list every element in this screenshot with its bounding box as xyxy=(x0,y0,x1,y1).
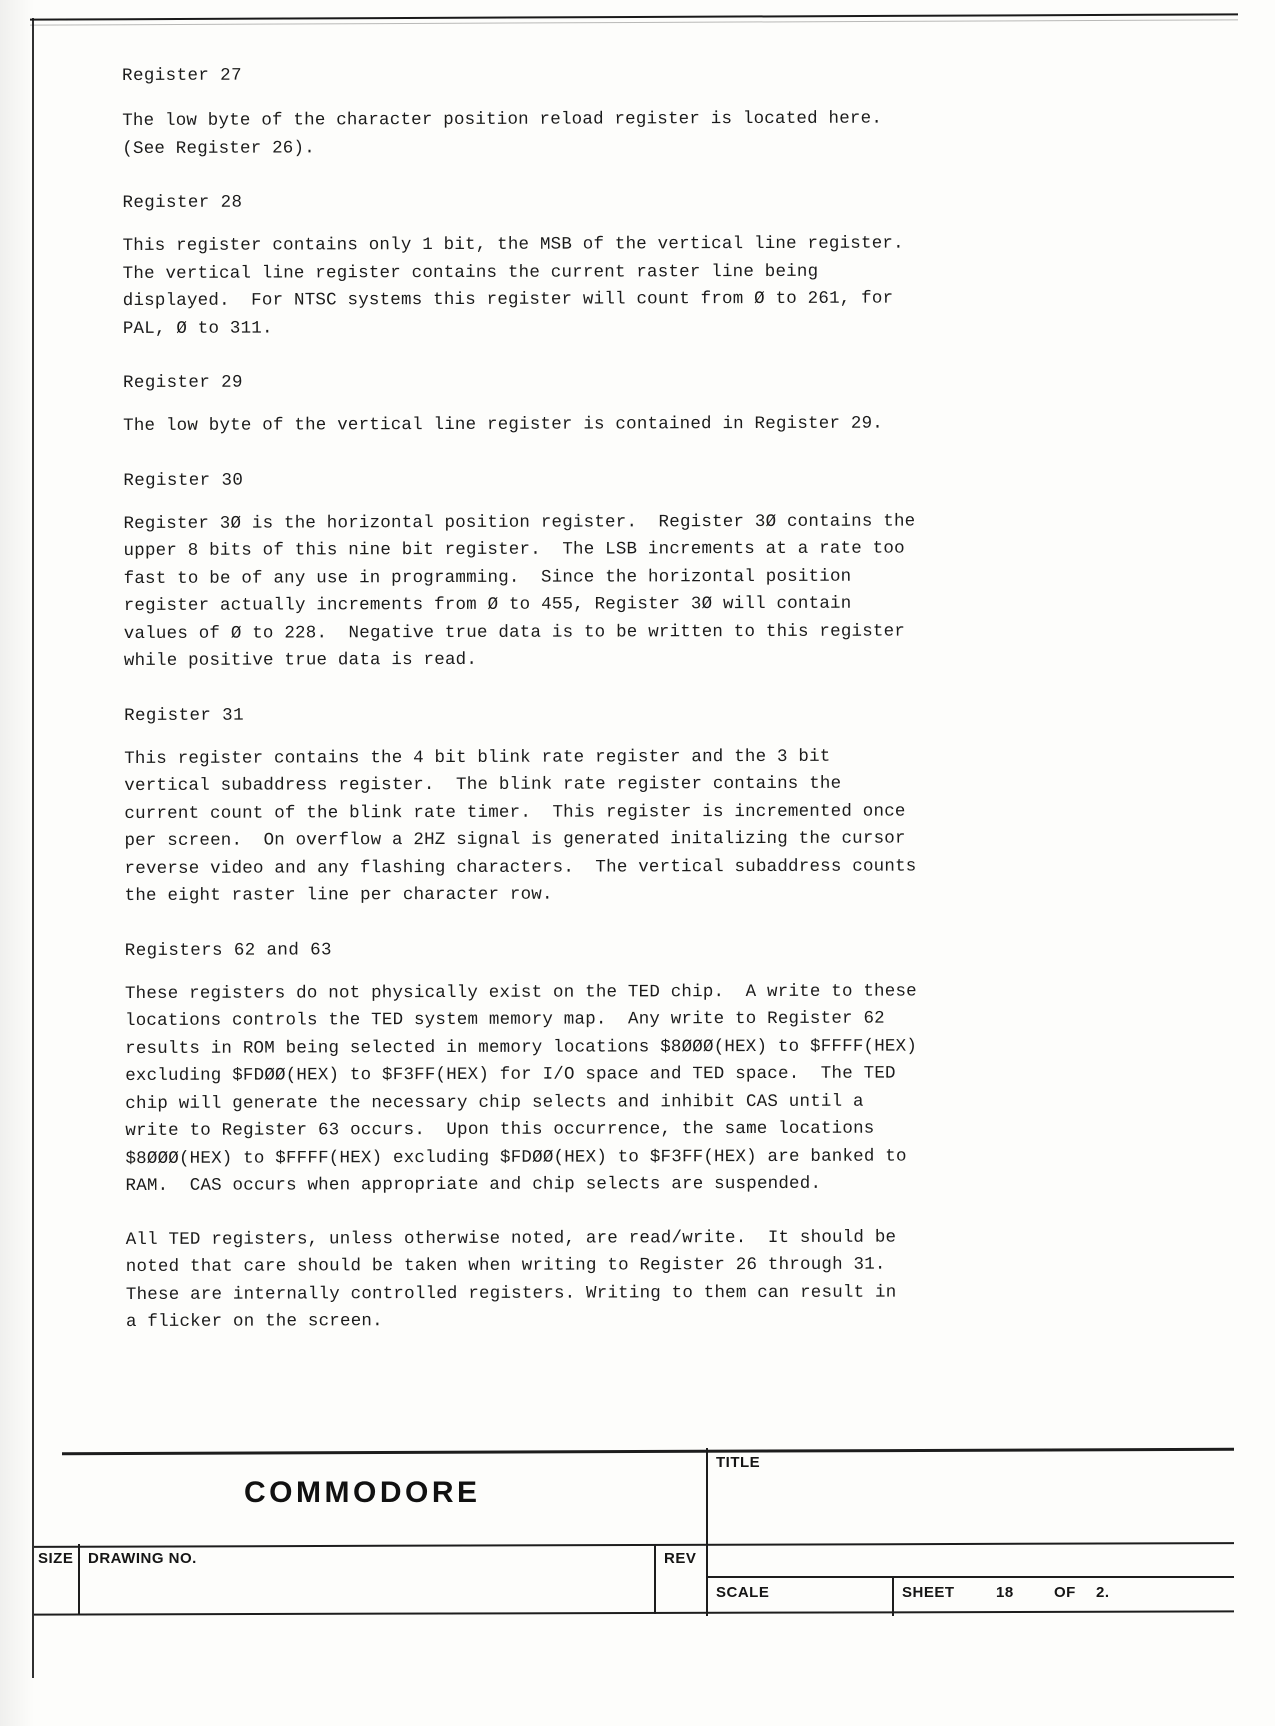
size-field-label: SIZE xyxy=(38,1550,74,1567)
title-block-rule-title xyxy=(706,1576,1234,1578)
section-paragraph: The low byte of the character position reload register is located here. (See Register 26). xyxy=(122,108,883,159)
title-block-divider-rev xyxy=(654,1544,656,1614)
section-paragraph: These registers do not physically exist on the TED chip. A write to these locations controls the TED system memory map. Any write to Register 62 results in ROM being selected in memory locations $8ØØØ(HEX) to $FFFF(HEX) excluding $FDØØ(HEX) to $F3FF(HEX) for I/O space and TED space. The TED chip will generate the necessary chip selects and inhibit CAS until a write to Register 63 occurs. Upon this occurrence, the same locations $8ØØØ(HEX) to $FFFF(HEX) excluding $FDØØ(HEX) to $F3FF(HEX) are banked to RAM. CAS occurs when appropriate and chip selects are suspended. xyxy=(124,981,918,1196)
section-heading: Register 28 xyxy=(122,192,243,213)
section-heading: Register 30 xyxy=(123,470,244,491)
sheet-field-label: SHEET xyxy=(902,1584,955,1601)
sheet-number: 18 xyxy=(996,1584,1014,1601)
title-block-divider-size xyxy=(78,1544,80,1614)
section-register-29 xyxy=(123,366,1133,441)
title-block-rule-top xyxy=(62,1448,1234,1456)
rev-field-label: REV xyxy=(664,1550,697,1567)
title-block-divider-sheet xyxy=(892,1576,894,1616)
section-paragraph: The low byte of the vertical line register is contained in Register 29. xyxy=(123,413,883,436)
section-paragraph: This register contains only 1 bit, the MSB of the vertical line register. The vertical line register contains the current raster line being displayed. For NTSC systems this register will count from Ø to 261, for PAL, Ø to 311. xyxy=(122,233,904,339)
company-name: COMMODORE xyxy=(244,1476,481,1509)
section-heading: Register 31 xyxy=(124,705,245,726)
section-register-31 xyxy=(124,698,1135,910)
section-heading: Register 29 xyxy=(122,372,243,393)
scale-field-label: SCALE xyxy=(716,1584,770,1601)
section-register-30 xyxy=(123,463,1134,675)
section-heading: Register 27 xyxy=(122,65,242,86)
section-paragraph: Register 3Ø is the horizontal position register. Register 3Ø contains the upper 8 bits of this nine bit register. The LSB increments at a rate too fast to be of any use in programming. Since the horizontal position register actually increments from Ø to 455, Register 3Ø will contain values of Ø to 228. Negative true data is to be written to this register while positive true data is read. xyxy=(123,511,916,671)
scan-edge-shading xyxy=(0,0,34,1726)
of-number: 2. xyxy=(1096,1584,1110,1601)
title-block-rule-bottom xyxy=(34,1610,1234,1615)
border-top-rule-secondary xyxy=(30,19,1238,25)
border-left-rule xyxy=(32,18,34,1678)
section-register-27 xyxy=(122,59,1132,163)
title-field-label: TITLE xyxy=(716,1454,761,1471)
section-register-28 xyxy=(122,186,1132,343)
of-label: OF xyxy=(1054,1584,1076,1601)
drawing-number-label: DRAWING NO. xyxy=(88,1550,197,1567)
document-body xyxy=(122,59,1136,1363)
section-paragraph: This register contains the 4 bit blink rate register and the 3 bit vertical subaddress register. The blink rate register contains the current count of the blink rate timer. This register is incremented once per screen. On overflow a 2HZ signal is generated initalizing the cursor reverse video and any flashing characters. The vertical subaddress counts the eight raster line per character row. xyxy=(124,746,917,906)
title-block xyxy=(34,1440,1234,1620)
section-registers-62-63 xyxy=(125,933,1136,1200)
title-block-divider-main xyxy=(706,1448,708,1616)
title-block-rule-middle xyxy=(34,1542,1234,1548)
section-closing-note xyxy=(126,1223,1136,1336)
section-paragraph: All TED registers, unless otherwise noted, are read/write. It should be noted that care should be taken when writing to Register 26 through 31. These are internally controlled registers. Writing to them can result in a flicker on the screen. xyxy=(125,1227,897,1332)
section-heading: Registers 62 and 63 xyxy=(124,939,332,961)
